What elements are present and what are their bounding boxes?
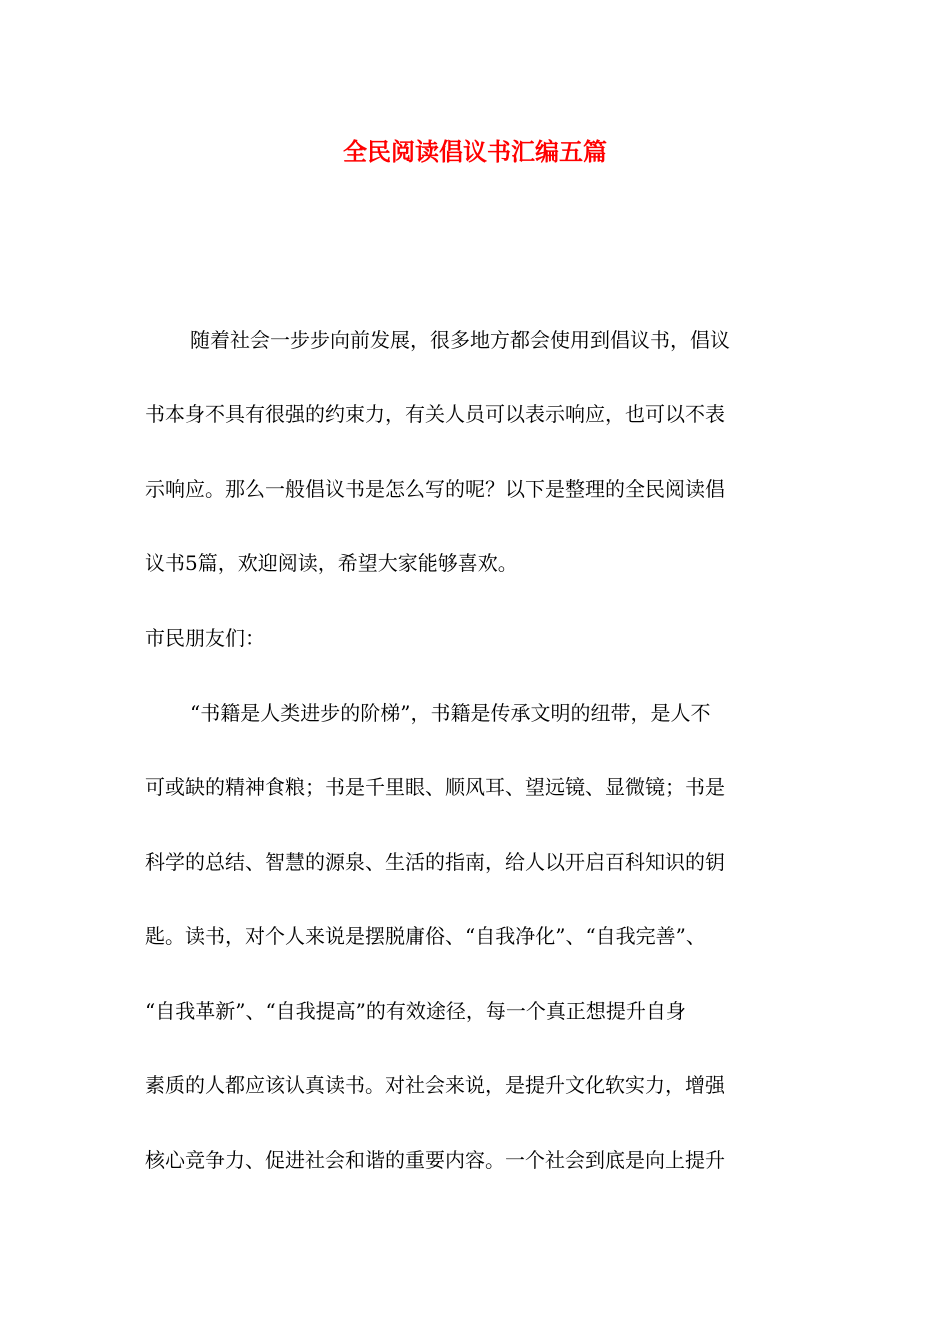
paragraph-line: 科学的总结、智慧的源泉、生活的指南，给人以开启百科知识的钥 xyxy=(145,850,725,874)
paragraph-line: 可或缺的精神食粮；书是千里眼、顺风耳、望远镜、显微镜；书是 xyxy=(145,775,725,799)
paragraph-line: 议书5篇，欢迎阅读，希望大家能够喜欢。 xyxy=(145,551,518,575)
paragraph-line: 示响应。那么一般倡议书是怎么写的呢？以下是整理的全民阅读倡 xyxy=(145,477,725,501)
paragraph-line: 素质的人都应该认真读书。对社会来说，是提升文化软实力，增强 xyxy=(145,1073,725,1097)
paragraph-line: “书籍是人类进步的阶梯”，书籍是传承文明的纽带，是人不 xyxy=(190,701,711,725)
document-title: 全民阅读倡议书汇编五篇 xyxy=(343,137,607,166)
paragraph-line: “自我革新”、“自我提高”的有效途径，每一个真正想提升自身 xyxy=(145,999,686,1023)
paragraph-line: 随着社会一步步向前发展，很多地方都会使用到倡议书，倡议 xyxy=(190,328,730,352)
salutation-line: 市民朋友们： xyxy=(145,626,265,650)
paragraph-line: 核心竞争力、促进社会和谐的重要内容。一个社会到底是向上提升 xyxy=(145,1148,725,1172)
paragraph-line: 书本身不具有很强的约束力，有关人员可以表示响应，也可以不表 xyxy=(145,402,725,426)
paragraph-line: 匙。读书，对个人来说是摆脱庸俗、“自我净化”、“自我完善”、 xyxy=(145,924,706,948)
